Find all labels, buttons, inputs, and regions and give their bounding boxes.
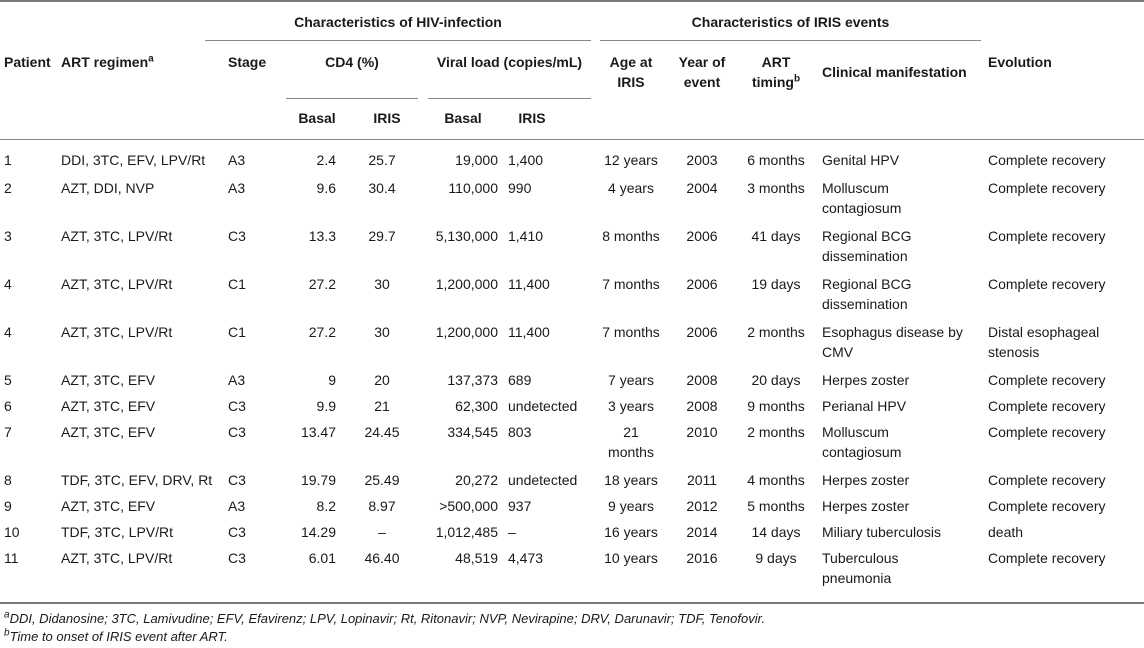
cell-art-timing: 3 months bbox=[747, 180, 805, 196]
cell-age-line: 3 years bbox=[608, 398, 654, 414]
cell-cd4-basal: 19.79 bbox=[300, 472, 336, 488]
cell-evolution-line: stenosis bbox=[988, 344, 1040, 360]
cell-vl-basal: 62,300 bbox=[455, 398, 498, 414]
cell-cd4-basal: 27.2 bbox=[308, 324, 336, 340]
cell-patient: 1 bbox=[4, 152, 12, 168]
cell-age bbox=[600, 548, 662, 568]
cell-vl-iris: 937 bbox=[508, 498, 532, 514]
cell-age-line: 7 months bbox=[602, 324, 660, 340]
cell-cd4-basal: 6.01 bbox=[308, 550, 336, 566]
col-header-year: Year of event bbox=[678, 54, 726, 90]
cell-age bbox=[600, 496, 662, 516]
cell-clinical-line: Molluscum bbox=[822, 180, 889, 196]
cell-art-timing: 4 months bbox=[747, 472, 805, 488]
cell-vl-iris: 689 bbox=[508, 372, 532, 388]
col-header-viral-load: Viral load (copies/mL) bbox=[436, 54, 583, 70]
cell-art-regimen: AZT, 3TC, LPV/Rt bbox=[61, 550, 173, 566]
cell-evolution bbox=[988, 522, 1023, 542]
group-header-hiv: Characteristics of HIV-infection bbox=[294, 14, 502, 30]
viral-load-sub-rule bbox=[428, 98, 591, 99]
header-rule bbox=[0, 139, 1144, 140]
cell-clinical-line: dissemination bbox=[822, 296, 908, 312]
cell-art-regimen: AZT, 3TC, EFV bbox=[61, 424, 156, 440]
cell-cd4-iris: 30 bbox=[374, 276, 390, 292]
cell-art-regimen: AZT, 3TC, LPV/Rt bbox=[61, 324, 173, 340]
cell-clinical bbox=[822, 496, 909, 516]
cell-vl-iris: 803 bbox=[508, 424, 532, 440]
cell-cd4-iris: 21 bbox=[374, 398, 390, 414]
cell-clinical bbox=[822, 396, 906, 416]
cell-clinical-line: CMV bbox=[822, 344, 854, 360]
cell-patient: 4 bbox=[4, 324, 12, 340]
cell-patient: 10 bbox=[4, 524, 20, 540]
cell-evolution bbox=[988, 396, 1106, 416]
cell-evolution bbox=[988, 322, 1099, 362]
cell-age-line: 8 months bbox=[602, 228, 660, 244]
cell-cd4-basal: 14.29 bbox=[300, 524, 336, 540]
cell-art-regimen: AZT, 3TC, EFV bbox=[61, 372, 156, 388]
cell-clinical bbox=[822, 422, 901, 462]
cell-art-timing: 14 days bbox=[751, 524, 801, 540]
cell-clinical-line: pneumonia bbox=[822, 570, 892, 586]
cell-clinical-line: Regional BCG bbox=[822, 228, 912, 244]
cell-vl-basal: >500,000 bbox=[439, 498, 498, 514]
cell-age bbox=[600, 522, 662, 542]
cell-art-regimen: AZT, 3TC, EFV bbox=[61, 398, 156, 414]
cell-cd4-basal: 9.6 bbox=[316, 180, 336, 196]
cell-clinical bbox=[822, 178, 901, 218]
col-header-evolution: Evolution bbox=[988, 54, 1052, 70]
cell-evolution bbox=[988, 370, 1106, 390]
cell-cd4-basal: 9.9 bbox=[316, 398, 336, 414]
cell-evolution bbox=[988, 226, 1106, 246]
cell-year: 2008 bbox=[686, 372, 718, 388]
cell-evolution-line: Distal esophageal bbox=[988, 324, 1100, 340]
cell-age-line: months bbox=[608, 444, 654, 460]
cell-age-line: 18 years bbox=[604, 472, 658, 488]
cell-evolution-line: Complete recovery bbox=[988, 498, 1106, 514]
cell-cd4-basal: 8.2 bbox=[316, 498, 336, 514]
cell-cd4-iris: 20 bbox=[374, 372, 390, 388]
cell-vl-iris: undetected bbox=[508, 398, 578, 414]
cell-patient: 5 bbox=[4, 372, 12, 388]
cell-vl-basal: 5,130,000 bbox=[435, 228, 498, 244]
cell-evolution-line: Complete recovery bbox=[988, 550, 1106, 566]
cell-vl-basal: 1,012,485 bbox=[435, 524, 498, 540]
cell-evolution-line: Complete recovery bbox=[988, 472, 1106, 488]
cell-age bbox=[600, 396, 662, 416]
cell-evolution bbox=[988, 150, 1106, 170]
col-header-art-timing: ART timing$^b$ bbox=[751, 54, 801, 90]
cell-stage: C3 bbox=[228, 550, 246, 566]
cell-clinical-line: Genital HPV bbox=[822, 152, 900, 168]
cell-clinical bbox=[822, 522, 941, 542]
cell-art-timing: 9 days bbox=[755, 550, 797, 566]
cell-vl-basal: 110,000 bbox=[448, 180, 498, 196]
cell-clinical-line: Regional BCG bbox=[822, 276, 912, 292]
cell-evolution-line: Complete recovery bbox=[988, 180, 1106, 196]
cell-cd4-iris: 25.49 bbox=[364, 472, 400, 488]
cell-cd4-iris: 29.7 bbox=[368, 228, 396, 244]
sub-header-cd4-iris: IRIS bbox=[373, 110, 401, 126]
cell-cd4-iris: 24.45 bbox=[364, 424, 400, 440]
cell-clinical bbox=[822, 274, 912, 314]
cell-clinical bbox=[822, 150, 899, 170]
cell-clinical-line: Perianal HPV bbox=[822, 398, 907, 414]
cell-evolution-line: Complete recovery bbox=[988, 276, 1106, 292]
cell-art-regimen: AZT, 3TC, LPV/Rt bbox=[61, 228, 173, 244]
cell-vl-basal: 1,200,000 bbox=[435, 324, 498, 340]
cell-stage: C3 bbox=[228, 398, 246, 414]
cell-stage: C1 bbox=[228, 324, 246, 340]
cell-evolution-line: Complete recovery bbox=[988, 152, 1106, 168]
cell-clinical bbox=[822, 548, 899, 588]
cell-year: 2011 bbox=[686, 472, 718, 488]
cell-year: 2003 bbox=[686, 152, 718, 168]
cell-age bbox=[600, 322, 662, 342]
cell-vl-iris: – bbox=[508, 524, 516, 540]
sub-header-vl-basal: Basal bbox=[444, 110, 482, 126]
cell-vl-iris: 11,400 bbox=[508, 276, 550, 292]
cell-stage: A3 bbox=[228, 372, 246, 388]
cell-clinical-line: Molluscum bbox=[822, 424, 889, 440]
cell-vl-basal: 48,519 bbox=[455, 550, 498, 566]
cell-clinical bbox=[822, 470, 909, 490]
cell-clinical bbox=[822, 322, 963, 362]
cell-vl-iris: undetected bbox=[508, 472, 578, 488]
cell-cd4-basal: 2.4 bbox=[316, 152, 336, 168]
cell-art-timing: 2 months bbox=[747, 424, 805, 440]
cell-evolution-line: Complete recovery bbox=[988, 372, 1106, 388]
cell-art-timing: 20 days bbox=[751, 372, 801, 388]
cell-year: 2014 bbox=[686, 524, 718, 540]
cell-age-line: 4 years bbox=[608, 180, 654, 196]
cell-art-regimen: AZT, 3TC, LPV/Rt bbox=[61, 276, 173, 292]
cell-year: 2006 bbox=[686, 324, 718, 340]
cell-cd4-basal: 13.3 bbox=[308, 228, 336, 244]
cell-age-line: 12 years bbox=[604, 152, 658, 168]
cell-evolution-line: Complete recovery bbox=[988, 228, 1106, 244]
cell-evolution bbox=[988, 496, 1106, 516]
cell-vl-basal: 19,000 bbox=[455, 152, 498, 168]
cell-cd4-iris: 25.7 bbox=[368, 152, 396, 168]
cell-clinical-line: contagiosum bbox=[822, 200, 902, 216]
cell-year: 2012 bbox=[686, 498, 718, 514]
cell-clinical-line: Herpes zoster bbox=[822, 498, 910, 514]
cell-cd4-iris: 46.40 bbox=[364, 550, 400, 566]
cell-patient: 8 bbox=[4, 472, 12, 488]
col-header-stage: Stage bbox=[228, 54, 267, 70]
cell-age-line: 16 years bbox=[604, 524, 658, 540]
cell-age bbox=[600, 226, 662, 246]
cell-stage: C3 bbox=[228, 424, 246, 440]
footnote-a: $^a$DDI, Didanosine; 3TC, Lamivudine; EFV, Efavirenz; LPV, Lopinavir; Rt, Ritonavir; NVP, Nevirapine; DRV, Darunavir; TDF, Tenofovir. bbox=[4, 609, 766, 626]
cell-stage: A3 bbox=[228, 498, 246, 514]
cell-clinical-line: Tuberculous bbox=[822, 550, 899, 566]
cell-clinical bbox=[822, 370, 909, 390]
cell-evolution bbox=[988, 422, 1106, 442]
cell-patient: 11 bbox=[4, 550, 19, 566]
cell-age-line: 7 months bbox=[602, 276, 660, 292]
cell-art-timing: 6 months bbox=[747, 152, 805, 168]
cell-evolution-line: death bbox=[988, 524, 1024, 540]
top-rule bbox=[0, 0, 1144, 2]
iris-group-rule bbox=[600, 40, 981, 41]
cell-stage: C1 bbox=[228, 276, 246, 292]
cell-vl-basal: 20,272 bbox=[455, 472, 498, 488]
cell-art-regimen: AZT, DDI, NVP bbox=[61, 180, 155, 196]
group-header-iris: Characteristics of IRIS events bbox=[691, 14, 890, 30]
cell-evolution bbox=[988, 178, 1106, 198]
cell-cd4-basal: 13.47 bbox=[300, 424, 336, 440]
cell-cd4-iris: 30 bbox=[374, 324, 390, 340]
cell-age bbox=[600, 422, 662, 462]
cell-evolution bbox=[988, 470, 1106, 490]
cell-year: 2016 bbox=[686, 550, 718, 566]
cell-patient: 2 bbox=[4, 180, 12, 196]
cell-art-regimen: DDI, 3TC, EFV, LPV/Rt bbox=[61, 152, 206, 168]
cell-age-line: 7 years bbox=[608, 372, 654, 388]
cell-clinical-line: Herpes zoster bbox=[822, 372, 910, 388]
cell-stage: C3 bbox=[228, 472, 246, 488]
cell-year: 2008 bbox=[686, 398, 718, 414]
sub-header-vl-iris: IRIS bbox=[518, 110, 546, 126]
col-header-patient: Patient bbox=[4, 54, 51, 70]
cell-year: 2010 bbox=[686, 424, 718, 440]
cell-art-timing: 41 days bbox=[751, 228, 801, 244]
cell-year: 2004 bbox=[686, 180, 718, 196]
cell-art-regimen: TDF, 3TC, EFV, DRV, Rt bbox=[61, 472, 213, 488]
col-header-clinical: Clinical manifestation bbox=[822, 64, 967, 80]
cell-evolution bbox=[988, 274, 1106, 294]
cell-vl-basal: 1,200,000 bbox=[435, 276, 498, 292]
cell-vl-iris: 1,400 bbox=[508, 152, 544, 168]
cell-vl-basal: 137,373 bbox=[447, 372, 498, 388]
cell-vl-iris: 990 bbox=[508, 180, 532, 196]
cell-clinical-line: Herpes zoster bbox=[822, 472, 910, 488]
cell-clinical-line: dissemination bbox=[822, 248, 908, 264]
cell-patient: 6 bbox=[4, 398, 12, 414]
cell-year: 2006 bbox=[686, 276, 718, 292]
cell-vl-iris: 1,410 bbox=[508, 228, 544, 244]
cell-stage: C3 bbox=[228, 228, 246, 244]
cell-art-timing: 2 months bbox=[747, 324, 805, 340]
cell-clinical-line: Esophagus disease by bbox=[822, 324, 963, 340]
col-header-art-regimen: ART regimen$^a$ bbox=[61, 53, 154, 70]
cell-clinical-line: Miliary tuberculosis bbox=[822, 524, 942, 540]
cell-clinical bbox=[822, 226, 912, 266]
cell-age bbox=[600, 470, 662, 490]
col-header-age: Age at IRIS bbox=[609, 54, 653, 90]
cell-age bbox=[600, 178, 662, 198]
cell-year: 2006 bbox=[686, 228, 718, 244]
cell-stage: A3 bbox=[228, 180, 246, 196]
cell-stage: C3 bbox=[228, 524, 246, 540]
cell-art-timing: 5 months bbox=[747, 498, 805, 514]
sub-header-cd4-basal: Basal bbox=[298, 110, 336, 126]
cell-evolution bbox=[988, 548, 1106, 568]
cell-vl-iris: 11,400 bbox=[508, 324, 550, 340]
footnote-b: $^b$Time to onset of IRIS event after ART. bbox=[4, 627, 228, 644]
cell-evolution-line: Complete recovery bbox=[988, 424, 1106, 440]
cell-evolution-line: Complete recovery bbox=[988, 398, 1106, 414]
cell-age bbox=[600, 274, 662, 294]
cell-vl-basal: 334,545 bbox=[447, 424, 498, 440]
cell-age-line: 21 bbox=[623, 424, 639, 440]
cell-art-timing: 19 days bbox=[751, 276, 801, 292]
cell-cd4-iris: – bbox=[378, 524, 386, 540]
bottom-rule bbox=[0, 602, 1144, 604]
cell-patient: 9 bbox=[4, 498, 12, 514]
cell-art-regimen: AZT, 3TC, EFV bbox=[61, 498, 156, 514]
cell-patient: 7 bbox=[4, 424, 12, 440]
cell-art-regimen: TDF, 3TC, LPV/Rt bbox=[61, 524, 174, 540]
cell-patient: 3 bbox=[4, 228, 12, 244]
cell-age bbox=[600, 150, 662, 170]
hiv-group-rule bbox=[205, 40, 591, 41]
cell-cd4-basal: 9 bbox=[328, 372, 336, 388]
cell-cd4-basal: 27.2 bbox=[308, 276, 336, 292]
col-header-cd4: CD4 (%) bbox=[325, 54, 379, 70]
cell-stage: A3 bbox=[228, 152, 246, 168]
cell-age-line: 9 years bbox=[608, 498, 654, 514]
cell-art-timing: 9 months bbox=[747, 398, 805, 414]
cell-cd4-iris: 30.4 bbox=[368, 180, 396, 196]
cell-patient: 4 bbox=[4, 276, 12, 292]
cell-clinical-line: contagiosum bbox=[822, 444, 902, 460]
cell-age-line: 10 years bbox=[604, 550, 658, 566]
cd4-sub-rule bbox=[286, 98, 418, 99]
cell-age bbox=[600, 370, 662, 390]
cell-vl-iris: 4,473 bbox=[508, 550, 544, 566]
cell-cd4-iris: 8.97 bbox=[368, 498, 396, 514]
